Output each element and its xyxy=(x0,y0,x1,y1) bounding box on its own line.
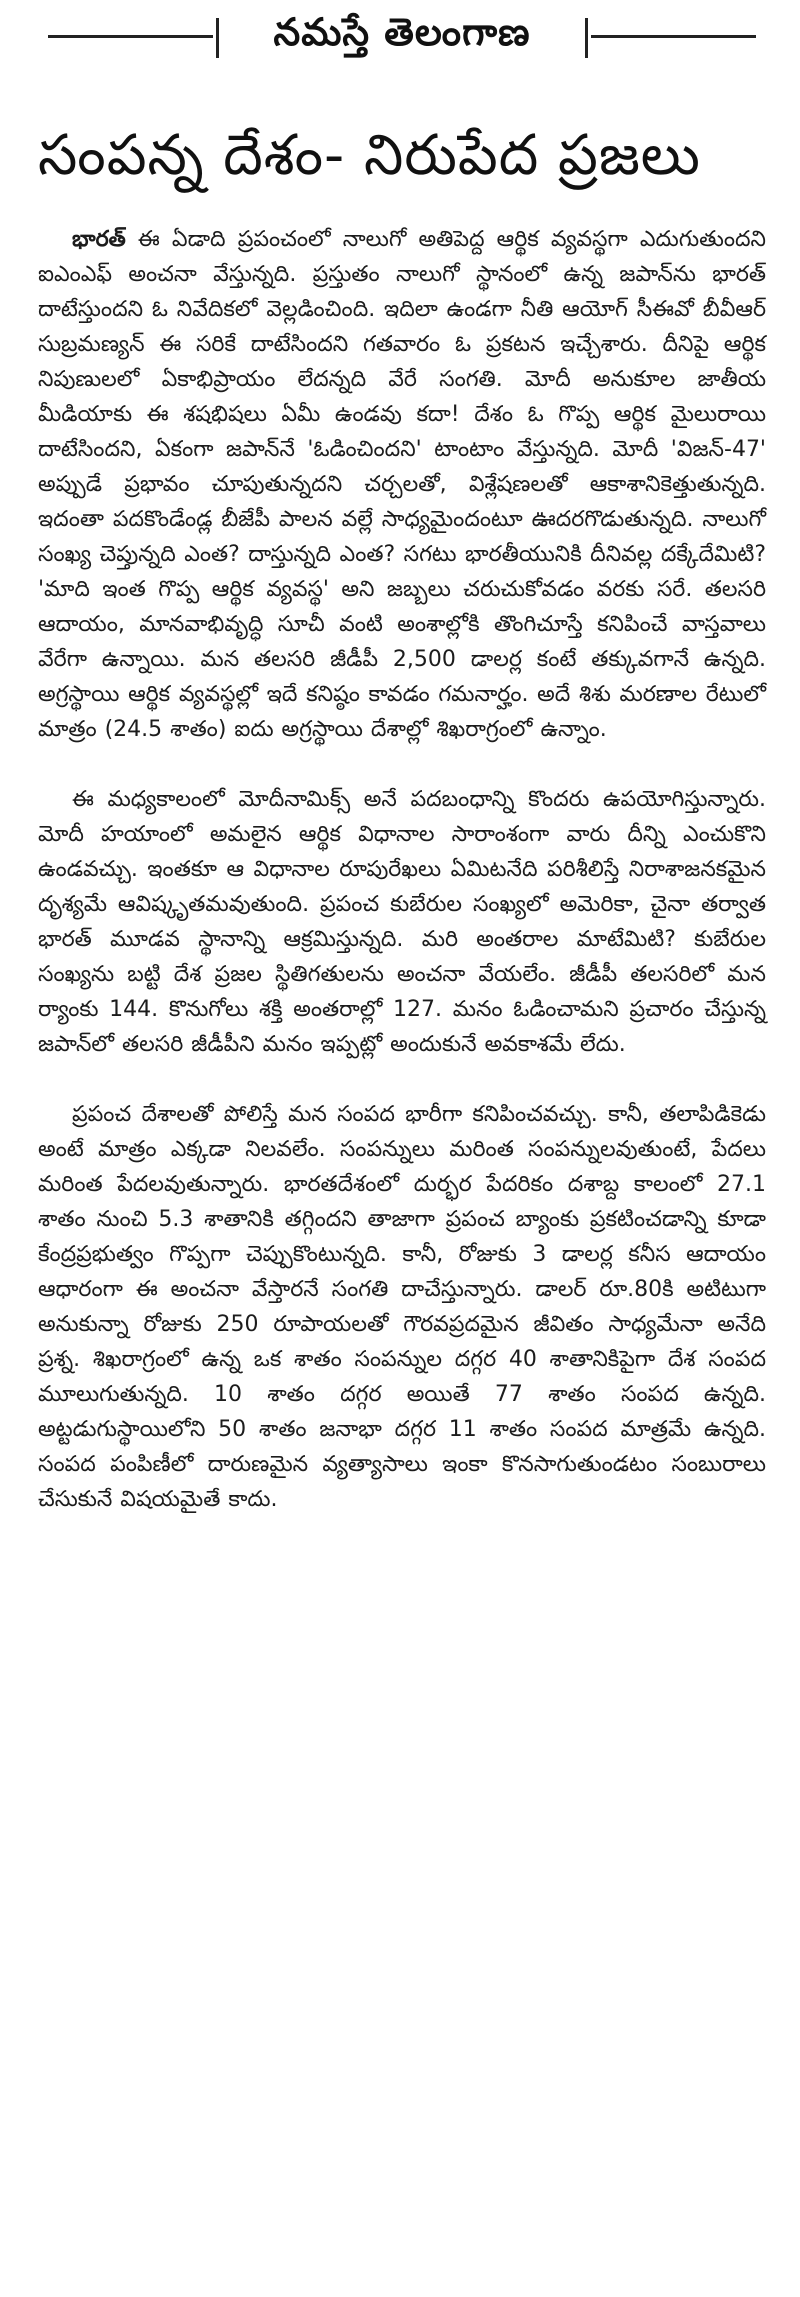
lead-word: భారత్ xyxy=(72,227,126,252)
article-paragraph-1 xyxy=(38,222,766,747)
article-paragraph-2: ఈ మధ్యకాలంలో మోదీనామిక్స్ అనే పదబంధాన్ని కొందరు ఉపయోగిస్తున్నారు. మోదీ హయాంలో అమలైన ఆర్థిక విధానాల సారాంశంగా వారు దీన్ని ఎంచుకొని ఉండవచ్చు. ఇంతకూ ఆ విధానాల రూపురేఖలు ఏమిటనేది పరిశీలిస్తే నిరాశాజనకమైన దృశ్యమే ఆవిష్కృతమవుతుంది. ప్రపంచ కుబేరుల సంఖ్యలో అమెరికా, చైనా తర్వాత భారత్ మూడవ స్థానాన్ని ఆక్రమిస్తున్నది. మరి అంతరాల మాటేమిటి? కుబేరుల సంఖ్యను బట్టి దేశ ప్రజల స్థితిగతులను అంచనా వేయలేం. జీడీపీ తలసరిలో మన ర్యాంకు 144. కొనుగోలు శక్తి అంతరాల్లో 127. మనం ఓడించామని ప్రచారం చేస్తున్న జపాన్‌లో తలసరి జీడీపీని మనం ఇప్పట్లో అందుకునే అవకాశమే లేదు. xyxy=(38,787,766,1057)
paragraph-1-text: ఈ ఏడాది ప్రపంచంలో నాలుగో అతిపెద్ద ఆర్థిక వ్యవస్థగా ఎదుగుతుందని ఐఎంఎఫ్ అంచనా వేస్తున్నది. ప్రస్తుతం నాలుగో స్థానంలో ఉన్న జపాన్‌ను భారత్ దాటేస్తుందని ఓ నివేదికలో వెల్లడించింది. ఇదిలా ఉండగా నీతి ఆయోగ్ సీఈవో బీవీఆర్ సుబ్రమణ్యన్ ఈ సరికే దాటేసిందని గతవారం ఓ ప్రకటన ఇచ్చేశారు. దీనిపై ఆర్థిక నిపుణులలో ఏకాభిప్రాయం లేదన్నది వేరే సంగతి. మోదీ అనుకూల జాతీయ మీడియాకు ఈ శషభిషలు ఏమీ ఉండవు కదా! దేశం ఓ గొప్ప ఆర్థిక మైలురాయి దాటేసిందని, ఏకంగా జపాన్‌నే 'ఓడించిందని' టాంటాం వేస్తున్నది. మోదీ 'విజన్-47' అప్పుడే ప్రభావం చూపుతున్నదని చర్చలతో, విశ్లేషణలతో ఆకాశానికెత్తుతున్నది. ఇదంతా పదకొండేండ్ల బీజేపీ పాలన వల్లే సాధ్యమైందంటూ ఊదరగొడుతున్నది. నాలుగో సంఖ్య చెప్తున్నది ఎంత? దాస్తున్నది ఎంత? సగటు భారతీయునికి దీనివల్ల దక్కేదేమిటి? 'మాది ఇంత గొప్ప ఆర్థిక వ్యవస్థ' అని జబ్బలు చరుచుకోవడం వరకు సరే. తలసరి ఆదాయం, మానవాభివృద్ధి సూచీ వంటి అంశాల్లోకి తొంగిచూస్తే కనిపించే వాస్తవాలు వేరేగా ఉన్నాయి. మన తలసరి జీడీపీ 2,500 డాలర్ల కంటే తక్కువగానే ఉన్నది. అగ్రస్థాయి ఆర్థిక వ్యవస్థల్లో ఇదే కనిష్ఠం కావడం గమనార్హం. అదే శిశు మరణాల రేటులో మాత్రం (24.5 శాతం) ఐదు అగ్రస్థాయి దేశాల్లో శిఖరాగ్రంలో ఉన్నాం. xyxy=(38,227,766,742)
article-paragraph-3: ప్రపంచ దేశాలతో పోలిస్తే మన సంపద భారీగా కనిపించవచ్చు. కానీ, తలాపిడికెడు అంటే మాత్రం ఎక్కడా నిలవలేం. సంపన్నులు మరింత సంపన్నులవుతుంటే, పేదలు మరింత పేదలవుతున్నారు. భారతదేశంలో దుర్భర పేదరికం దశాబ్ద కాలంలో 27.1 శాతం నుంచి 5.3 శాతానికి తగ్గిందని తాజాగా ప్రపంచ బ్యాంకు ప్రకటించడాన్ని కూడా కేంద్రప్రభుత్వం గొప్పగా చెప్పుకొంటున్నది. కానీ, రోజుకు 3 డాలర్ల కనీస ఆదాయం ఆధారంగా ఈ అంచనా వేస్తారనే సంగతి దాచేస్తున్నారు. డాలర్ రూ.80కి అటిటుగా అనుకున్నా రోజుకు 250 రూపాయలతో గౌరవప్రదమైన జీవితం సాధ్యమేనా అనేది ప్రశ్న. శిఖరాగ్రంలో ఉన్న ఒక శాతం సంపన్నుల దగ్గర 40 శాతానికిపైగా దేశ సంపద మూలుగుతున్నది. 10 శాతం దగ్గర అయితే 77 శాతం సంపద ఉన్నది. అట్టడుగుస్థాయిలోని 50 శాతం జనాభా దగ్గర 11 శాతం సంపద మాత్రమే ఉన్నది. సంపద పంపిణీలో దారుణమైన వ్యత్యాసాలు ఇంకా కొనసాగుతుండటం సంబురాలు చేసుకునే విషయమైతే కాదు. xyxy=(38,1102,766,1512)
masthead-bar-right xyxy=(585,18,588,58)
newspaper-name: నమస్తే తెలంగాణ xyxy=(273,10,531,54)
editorial-headline: సంపన్న దేశం- నిరుపేద ప్రజలు xyxy=(38,123,701,188)
masthead xyxy=(38,0,766,112)
masthead-rule-right xyxy=(591,35,756,38)
article-body xyxy=(38,222,766,1552)
